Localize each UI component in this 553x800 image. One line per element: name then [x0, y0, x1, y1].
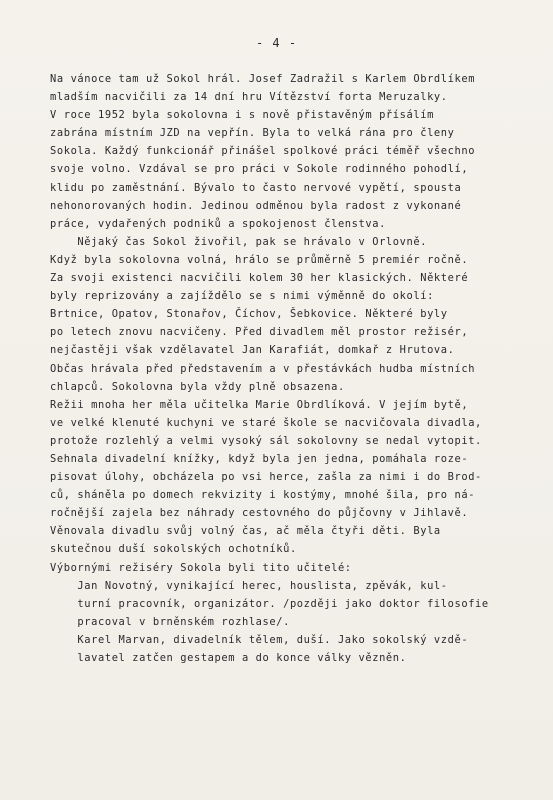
- text-line: svoje volno. Vzdával se pro práci v Sokole rodinného pohodlí,: [50, 163, 469, 176]
- text-line: Věnovala divadlu svůj volný čas, ač měla čtyři děti. Byla: [50, 525, 441, 538]
- text-line: Jan Novotný, vynikající herec, houslista, zpěvák, kul-: [50, 579, 448, 592]
- text-line: práce, vydařených podniků a spokojenost členstva.: [50, 217, 386, 230]
- text-line: ců, sháněla po domech rekvizity i kostýmy, mnohé šila, pro ná-: [50, 489, 476, 502]
- text-line: chlapců. Sokolovna byla vždy plně obsazena.: [50, 380, 345, 393]
- page-number: - 4 -: [255, 36, 298, 50]
- text-line: klidu po zaměstnání. Bývalo to často nervové vypětí, spousta: [50, 181, 462, 194]
- text-line: protože rozlehlý a velmi vysoký sál sokolovny se nedal vytopit.: [50, 434, 482, 447]
- text-line: ve velké klenuté kuchyni ve staré škole se nacvičovala divadla,: [50, 416, 482, 429]
- text-line: pracoval v brněnském rozhlase/.: [50, 615, 290, 628]
- text-line: byly reprizovány a zajíždělo se s nimi výměnně do okolí:: [50, 290, 434, 303]
- text-line: nehonorovaných hodin. Jedinou odměnou byla radost z vykonané: [50, 199, 462, 212]
- text-line: zabrána místním JZD na vepřín. Byla to velká rána pro členy: [50, 127, 455, 140]
- text-line: Na vánoce tam už Sokol hrál. Josef Zadražil s Karlem Obrdlíkem: [50, 73, 476, 85]
- text-line: Za svoji existenci nacvičili kolem 30 her klasických. Některé: [50, 272, 469, 285]
- text-line: Karel Marvan, divadelník tělem, duší. Jako sokolský vzdě-: [50, 633, 469, 646]
- text-line: Nějaký čas Sokol živořil, pak se hrávalo v Orlovně.: [50, 235, 428, 248]
- text-line: nejčastěji však vzdělavatel Jan Karafiát, domkař z Hrutova.: [50, 344, 455, 357]
- text-line: mladším nacvičili za 14 dní hru Vítězství forta Meruzalky.: [50, 91, 448, 104]
- text-line: Výbornými režiséry Sokola byli tito učitelé:: [50, 561, 352, 574]
- text-line: lavatel zatčen gestapem a do konce války vězněn.: [50, 652, 407, 664]
- text-line: Občas hrávala před představením a v přestávkách hudba místních: [50, 362, 476, 375]
- text-line: Když byla sokolovna volná, hrálo se průměrně 5 premiér ročně.: [50, 253, 469, 266]
- text-line: po letech znovu nacvičeny. Před divadlem měl prostor režisér,: [50, 326, 469, 339]
- text-line: skutečnou duší sokolských ochotníků.: [50, 543, 297, 556]
- text-line: Režii mnoha her měla učitelka Marie Obrdlíková. V jejím bytě,: [50, 398, 469, 411]
- text-line: V roce 1952 byla sokolovna i s nově přistavěným přísálím: [50, 109, 434, 122]
- text-line: turní pracovník, organizátor. /později jako doktor filosofie: [50, 597, 489, 610]
- text-line: Brtnice, Opatov, Stonařov, Číchov, Šebkovice. Některé byly: [50, 308, 448, 321]
- text-line: ročnější zajela bez náhrady cestovného do půjčovny v Jihlavě.: [50, 507, 469, 520]
- text-line: Sokola. Každý funkcionář přinášel spolkové práci téměř všechno: [50, 145, 476, 158]
- text-line: Sehnala divadelní knížky, když byla jen jedna, pomáhala roze-: [50, 452, 469, 465]
- text-line: pisovat úlohy, obcházela po vsi herce, zašla za nimi i do Brod-: [50, 471, 482, 484]
- body-text: [50, 70, 530, 667]
